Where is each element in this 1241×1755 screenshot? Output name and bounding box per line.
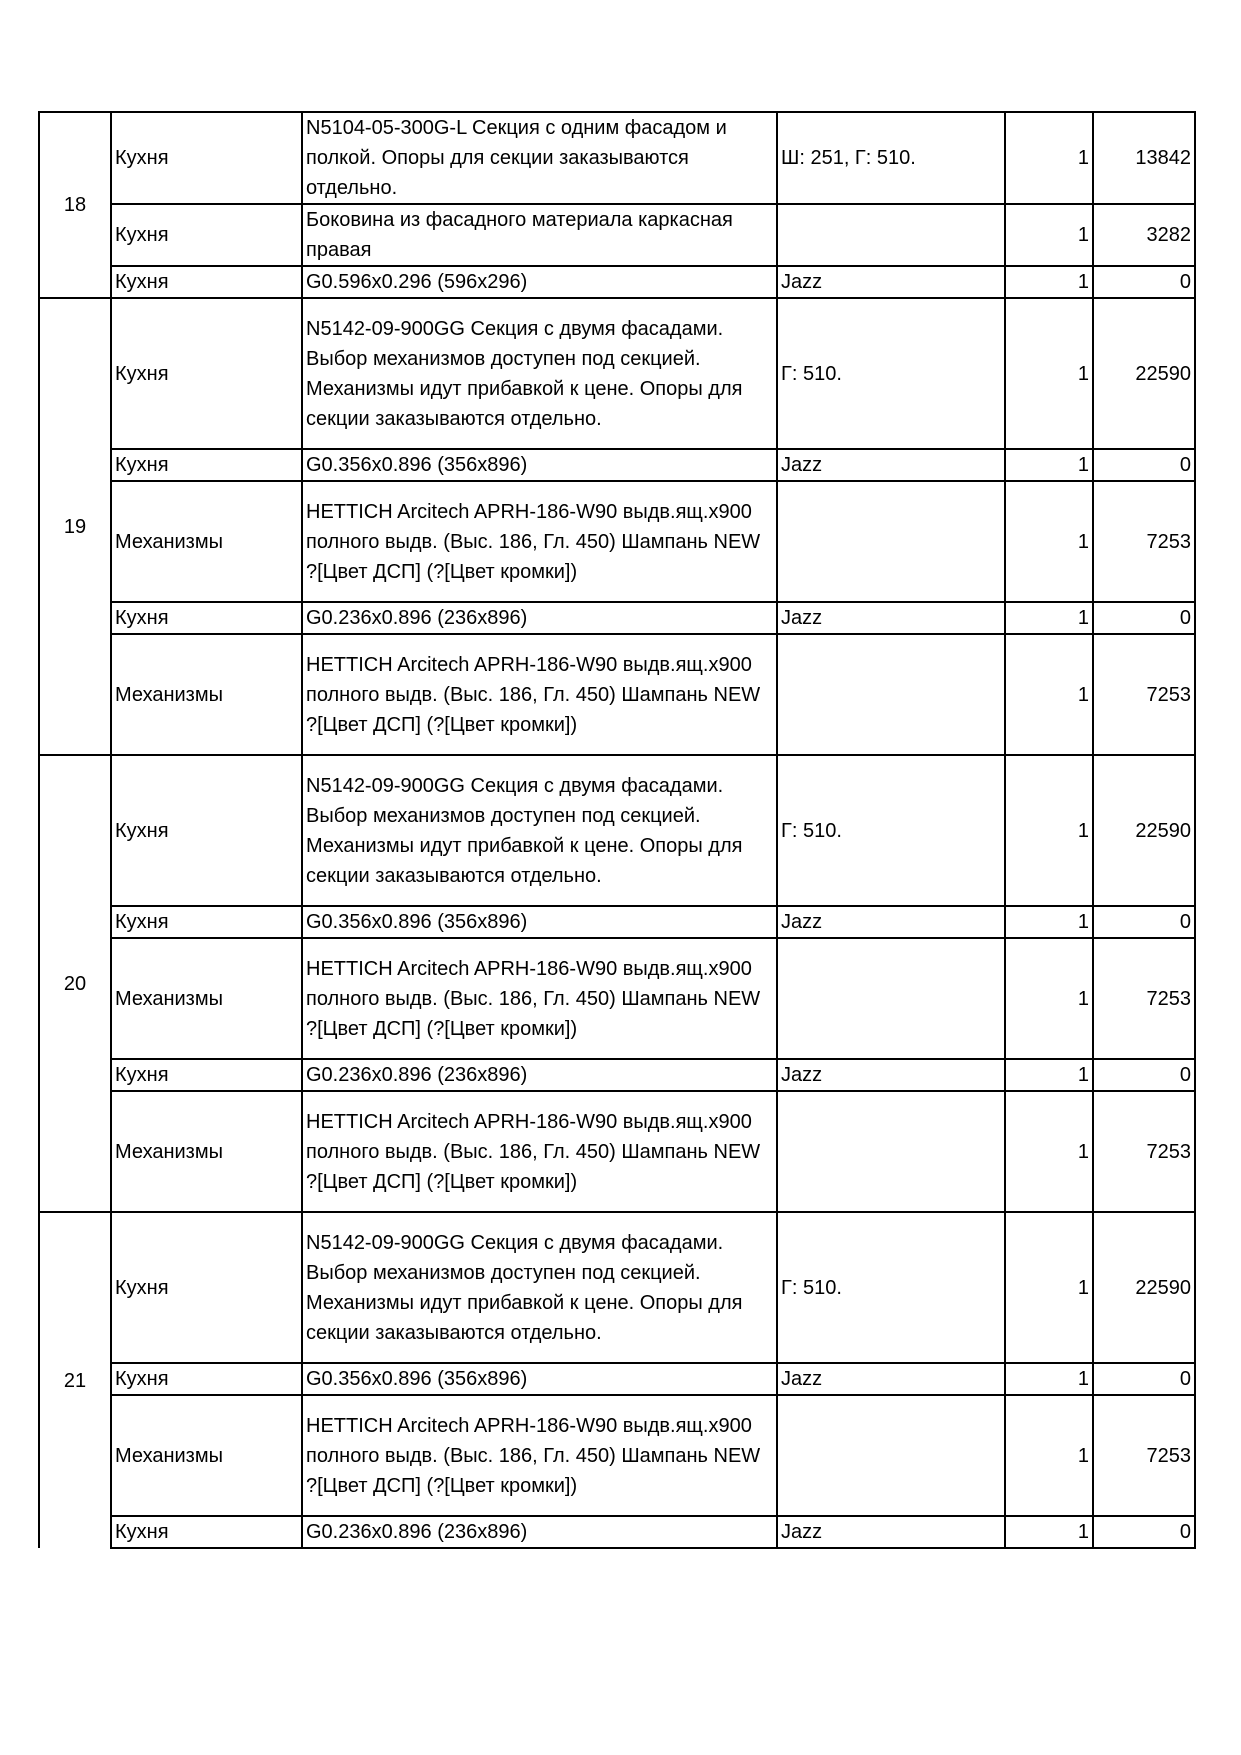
quantity-cell: 1 bbox=[1005, 112, 1093, 204]
params-cell: Jazz bbox=[777, 602, 1005, 634]
quantity-cell: 1 bbox=[1005, 634, 1093, 755]
table-row bbox=[39, 938, 1195, 1059]
params-cell: Jazz bbox=[777, 1363, 1005, 1395]
table-row bbox=[39, 112, 1195, 204]
category-cell: Механизмы bbox=[111, 938, 302, 1059]
table-row bbox=[39, 634, 1195, 755]
category-cell: Кухня bbox=[111, 1363, 302, 1395]
price-cell: 0 bbox=[1093, 266, 1195, 298]
description-cell: N5142-09-900GG Секция с двумя фасадами. Выбор механизмов доступен под секцией. Механизмы идут прибавкой к цене. Опоры для секции заказываются отдельно. bbox=[302, 755, 777, 906]
quantity-cell: 1 bbox=[1005, 449, 1093, 481]
table-row bbox=[39, 204, 1195, 266]
table-row bbox=[39, 1091, 1195, 1212]
category-cell: Кухня bbox=[111, 755, 302, 906]
category-cell: Механизмы bbox=[111, 481, 302, 602]
description-cell: G0.236x0.896 (236x896) bbox=[302, 1516, 777, 1548]
price-cell: 7253 bbox=[1093, 481, 1195, 602]
table-row bbox=[39, 1363, 1195, 1395]
params-cell: Ш: 251, Г: 510. bbox=[777, 112, 1005, 204]
price-cell: 7253 bbox=[1093, 938, 1195, 1059]
params-cell bbox=[777, 481, 1005, 602]
quantity-cell: 1 bbox=[1005, 1363, 1093, 1395]
quantity-cell: 1 bbox=[1005, 906, 1093, 938]
quantity-cell: 1 bbox=[1005, 298, 1093, 449]
category-cell: Кухня bbox=[111, 1212, 302, 1363]
price-cell: 0 bbox=[1093, 1516, 1195, 1548]
category-cell: Кухня bbox=[111, 1059, 302, 1091]
params-cell: Г: 510. bbox=[777, 298, 1005, 449]
category-cell: Механизмы bbox=[111, 1395, 302, 1516]
table-row bbox=[39, 1212, 1195, 1363]
table-row bbox=[39, 906, 1195, 938]
description-cell: N5104-05-300G-L Секция с одним фасадом и полкой. Опоры для секции заказываются отдельно. bbox=[302, 112, 777, 204]
price-cell: 22590 bbox=[1093, 1212, 1195, 1363]
table-row bbox=[39, 298, 1195, 449]
quantity-cell: 1 bbox=[1005, 481, 1093, 602]
description-cell: G0.236x0.896 (236x896) bbox=[302, 1059, 777, 1091]
params-cell: Jazz bbox=[777, 1059, 1005, 1091]
description-cell: Боковина из фасадного материала каркасная правая bbox=[302, 204, 777, 266]
quantity-cell: 1 bbox=[1005, 938, 1093, 1059]
params-cell: Jazz bbox=[777, 449, 1005, 481]
price-cell: 22590 bbox=[1093, 298, 1195, 449]
description-cell: G0.596x0.296 (596x296) bbox=[302, 266, 777, 298]
group-number-cell: 18 bbox=[39, 112, 111, 298]
table-row bbox=[39, 1516, 1195, 1548]
price-cell: 0 bbox=[1093, 1363, 1195, 1395]
description-cell: G0.236x0.896 (236x896) bbox=[302, 602, 777, 634]
category-cell: Кухня bbox=[111, 266, 302, 298]
group-number-cell: 21 bbox=[39, 1212, 111, 1548]
description-cell: G0.356x0.896 (356x896) bbox=[302, 906, 777, 938]
price-cell: 22590 bbox=[1093, 755, 1195, 906]
order-table bbox=[38, 111, 1196, 1549]
description-cell: HETTICH Arcitech APRH-186-W90 выдв.ящ.x900 полного выдв. (Выс. 186, Гл. 450) Шампань NEW ?[Цвет ДСП] (?[Цвет кромки]) bbox=[302, 1395, 777, 1516]
category-cell: Кухня bbox=[111, 112, 302, 204]
order-table-body bbox=[39, 112, 1195, 1548]
group-number-cell: 19 bbox=[39, 298, 111, 755]
category-cell: Кухня bbox=[111, 449, 302, 481]
price-cell: 0 bbox=[1093, 906, 1195, 938]
category-cell: Механизмы bbox=[111, 634, 302, 755]
description-cell: HETTICH Arcitech APRH-186-W90 выдв.ящ.x900 полного выдв. (Выс. 186, Гл. 450) Шампань NEW ?[Цвет ДСП] (?[Цвет кромки]) bbox=[302, 634, 777, 755]
category-cell: Кухня bbox=[111, 602, 302, 634]
quantity-cell: 1 bbox=[1005, 755, 1093, 906]
category-cell: Кухня bbox=[111, 1516, 302, 1548]
category-cell: Кухня bbox=[111, 204, 302, 266]
params-cell bbox=[777, 1091, 1005, 1212]
price-cell: 7253 bbox=[1093, 634, 1195, 755]
params-cell: Г: 510. bbox=[777, 755, 1005, 906]
price-cell: 7253 bbox=[1093, 1091, 1195, 1212]
table-row bbox=[39, 1059, 1195, 1091]
quantity-cell: 1 bbox=[1005, 1059, 1093, 1091]
group-number-cell: 20 bbox=[39, 755, 111, 1212]
description-cell: N5142-09-900GG Секция с двумя фасадами. Выбор механизмов доступен под секцией. Механизмы идут прибавкой к цене. Опоры для секции заказываются отдельно. bbox=[302, 298, 777, 449]
description-cell: N5142-09-900GG Секция с двумя фасадами. Выбор механизмов доступен под секцией. Механизмы идут прибавкой к цене. Опоры для секции заказываются отдельно. bbox=[302, 1212, 777, 1363]
params-cell: Jazz bbox=[777, 266, 1005, 298]
quantity-cell: 1 bbox=[1005, 1516, 1093, 1548]
table-row bbox=[39, 602, 1195, 634]
price-cell: 3282 bbox=[1093, 204, 1195, 266]
description-cell: G0.356x0.896 (356x896) bbox=[302, 1363, 777, 1395]
params-cell bbox=[777, 938, 1005, 1059]
quantity-cell: 1 bbox=[1005, 1091, 1093, 1212]
description-cell: G0.356x0.896 (356x896) bbox=[302, 449, 777, 481]
table-row bbox=[39, 449, 1195, 481]
price-cell: 0 bbox=[1093, 602, 1195, 634]
quantity-cell: 1 bbox=[1005, 602, 1093, 634]
params-cell: Г: 510. bbox=[777, 1212, 1005, 1363]
quantity-cell: 1 bbox=[1005, 204, 1093, 266]
price-cell: 7253 bbox=[1093, 1395, 1195, 1516]
description-cell: HETTICH Arcitech APRH-186-W90 выдв.ящ.x900 полного выдв. (Выс. 186, Гл. 450) Шампань NEW ?[Цвет ДСП] (?[Цвет кромки]) bbox=[302, 1091, 777, 1212]
table-row bbox=[39, 755, 1195, 906]
category-cell: Механизмы bbox=[111, 1091, 302, 1212]
params-cell bbox=[777, 1395, 1005, 1516]
table-row bbox=[39, 266, 1195, 298]
description-cell: HETTICH Arcitech APRH-186-W90 выдв.ящ.x900 полного выдв. (Выс. 186, Гл. 450) Шампань NEW ?[Цвет ДСП] (?[Цвет кромки]) bbox=[302, 938, 777, 1059]
quantity-cell: 1 bbox=[1005, 266, 1093, 298]
category-cell: Кухня bbox=[111, 906, 302, 938]
quantity-cell: 1 bbox=[1005, 1395, 1093, 1516]
params-cell bbox=[777, 634, 1005, 755]
params-cell: Jazz bbox=[777, 1516, 1005, 1548]
quantity-cell: 1 bbox=[1005, 1212, 1093, 1363]
category-cell: Кухня bbox=[111, 298, 302, 449]
price-cell: 13842 bbox=[1093, 112, 1195, 204]
params-cell: Jazz bbox=[777, 906, 1005, 938]
table-row bbox=[39, 481, 1195, 602]
price-cell: 0 bbox=[1093, 449, 1195, 481]
params-cell bbox=[777, 204, 1005, 266]
description-cell: HETTICH Arcitech APRH-186-W90 выдв.ящ.x900 полного выдв. (Выс. 186, Гл. 450) Шампань NEW ?[Цвет ДСП] (?[Цвет кромки]) bbox=[302, 481, 777, 602]
price-cell: 0 bbox=[1093, 1059, 1195, 1091]
table-row bbox=[39, 1395, 1195, 1516]
